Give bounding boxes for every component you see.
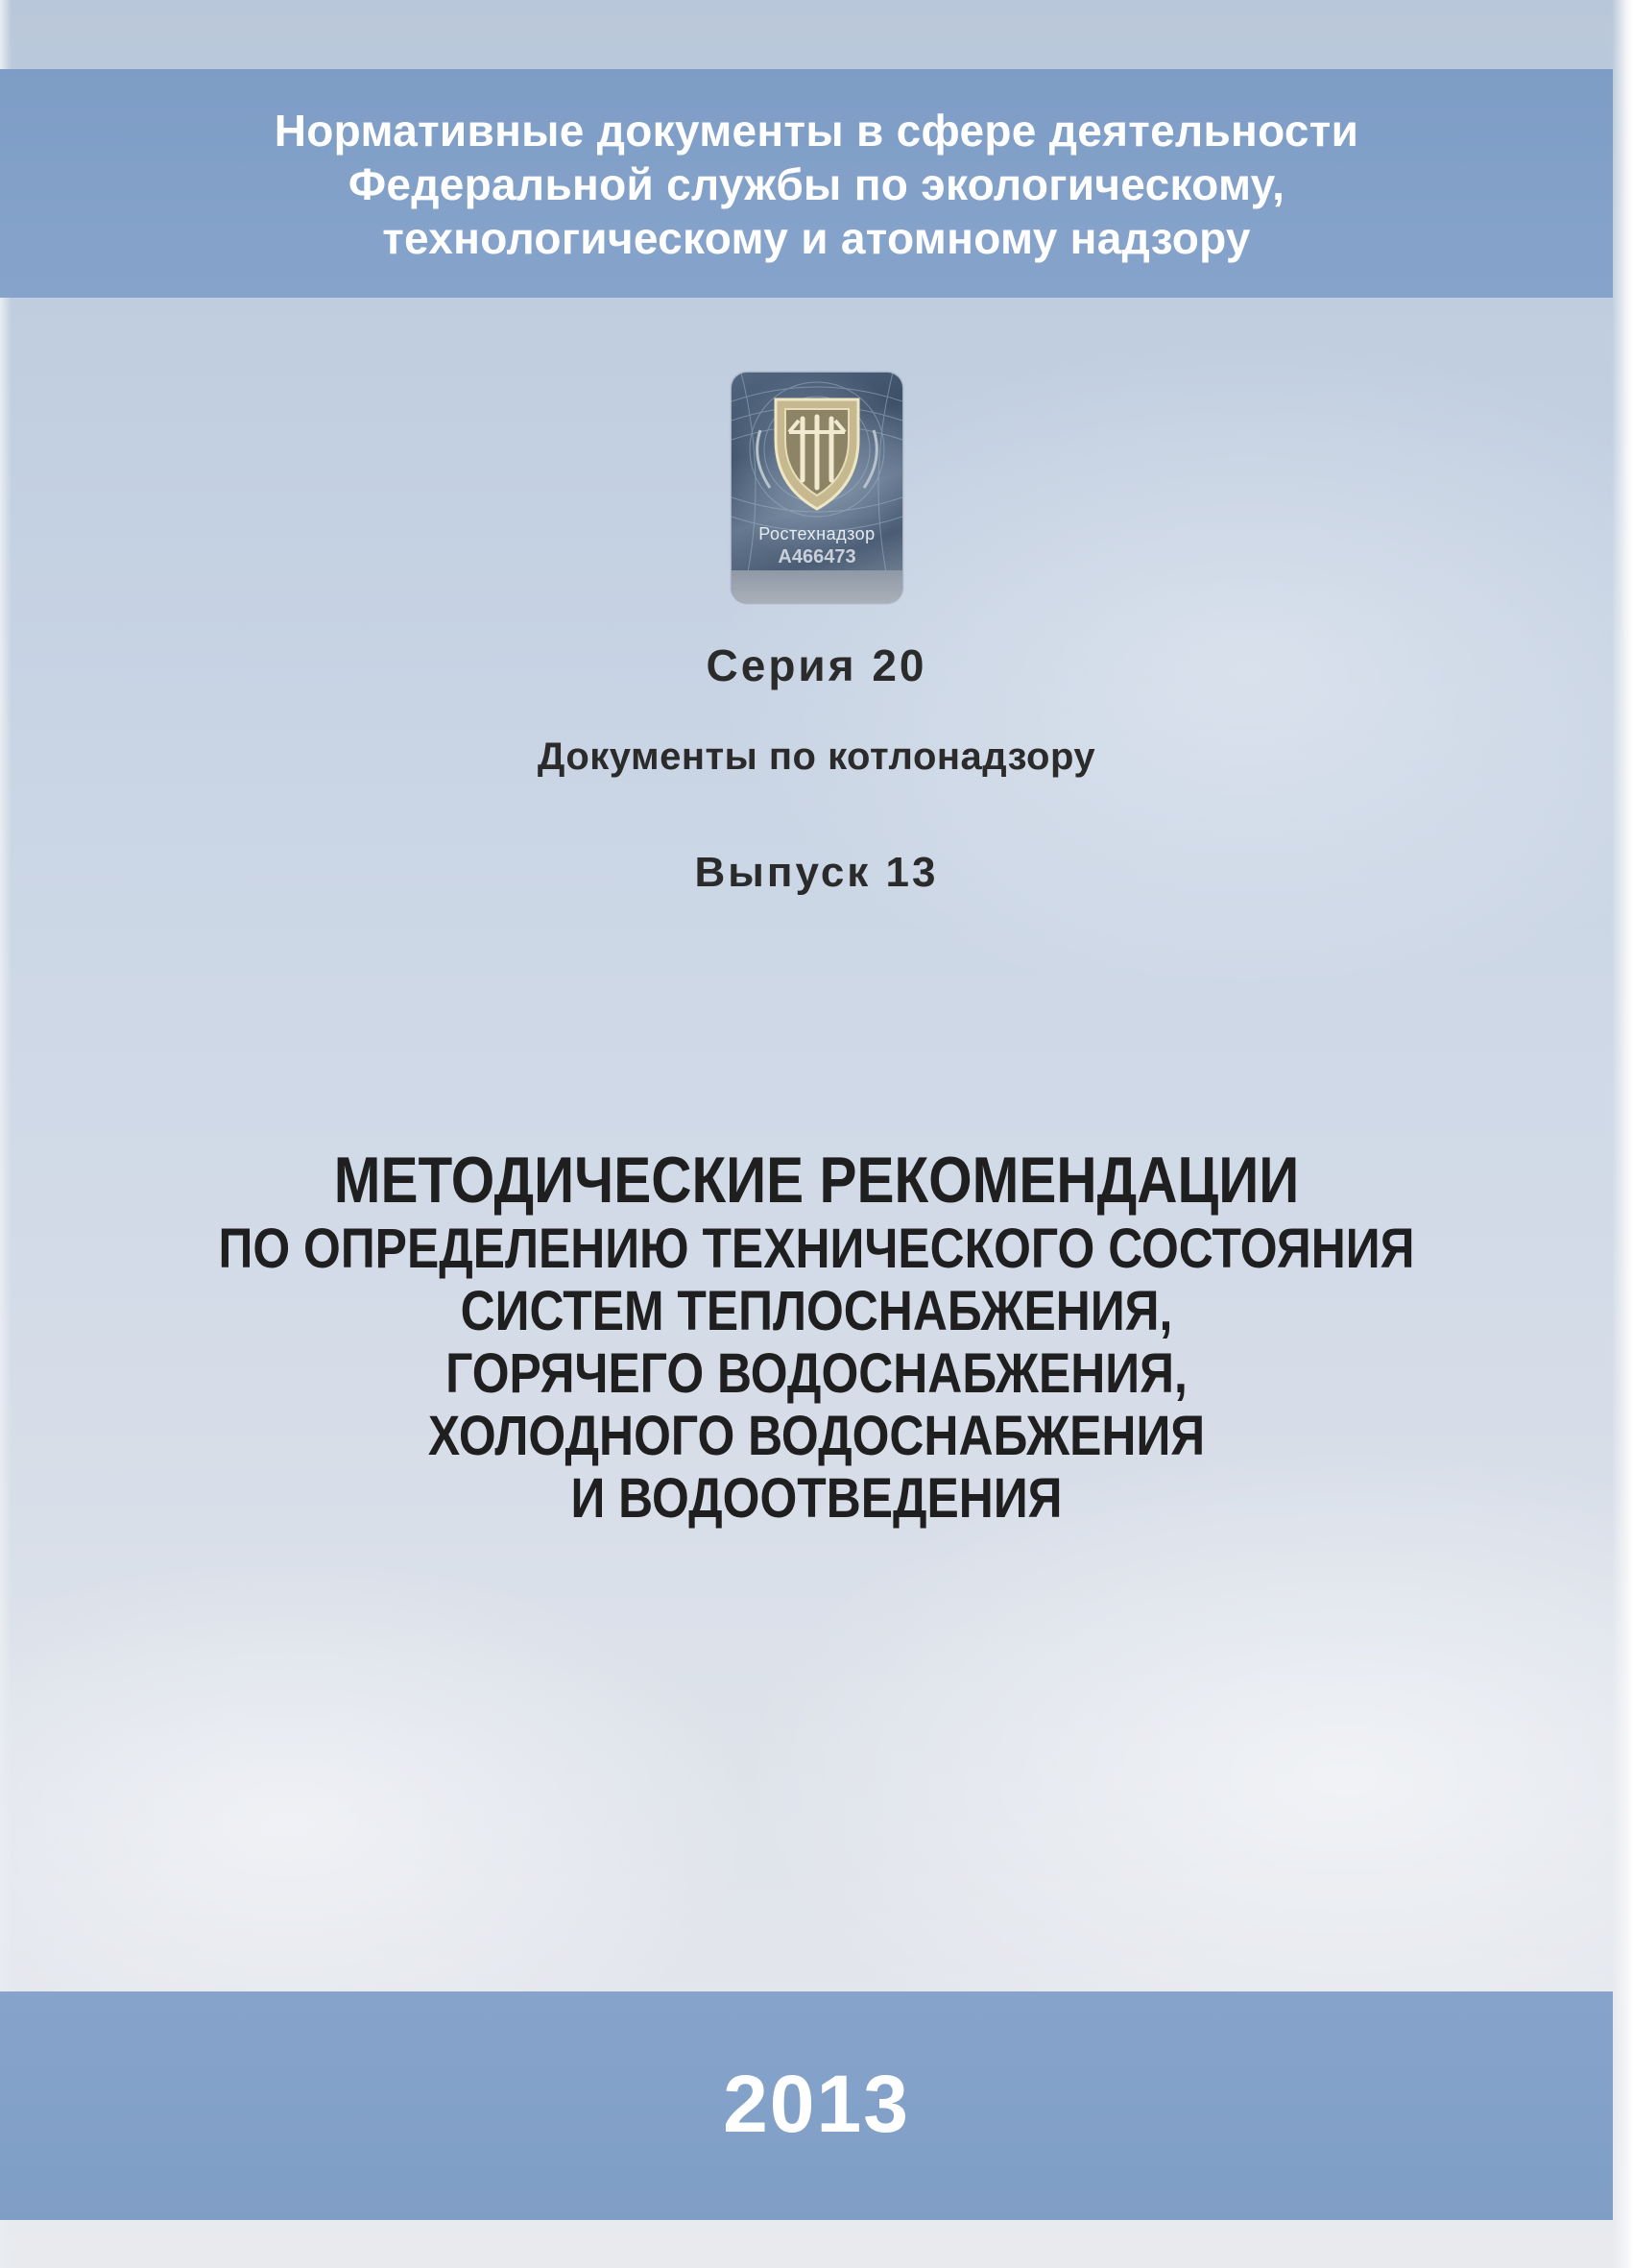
shield-emblem-icon: [732, 373, 902, 603]
publisher-line: технологическому и атомному надзору: [382, 213, 1251, 263]
series-label: Серия 20: [706, 640, 927, 690]
hologram-sticker: [732, 373, 902, 603]
subseries-label: Документы по котлонадзору: [537, 736, 1096, 778]
title-line: ХОЛОДНОГО ВОДОСНАБЖЕНИЯ: [427, 1405, 1206, 1467]
title-line: И ВОДООТВЕДЕНИЯ: [570, 1467, 1063, 1530]
publisher-heading: [0, 104, 1633, 265]
hologram-label: Ростехнадзор: [758, 524, 876, 543]
hologram-number: A466473: [778, 546, 856, 567]
title-line: СИСТЕМ ТЕПЛОСНАБЖЕНИЯ,: [460, 1280, 1173, 1342]
cover-left-edge: [0, 0, 12, 2268]
hologram-foot: [732, 570, 902, 603]
title-line: МЕТОДИЧЕСКИЕ РЕКОМЕНДАЦИИ: [333, 1144, 1300, 1217]
publisher-line: Нормативные документы в сфере деятельности: [274, 106, 1359, 156]
publisher-line: Федеральной службы по экологическому,: [348, 159, 1285, 209]
title-line: ПО ОПРЕДЕЛЕНИЮ ТЕХНИЧЕСКОГО СОСТОЯНИЯ: [218, 1218, 1415, 1280]
cover-right-edge: [1612, 0, 1633, 2268]
publication-year: 2013: [723, 2059, 910, 2149]
issue-label: Выпуск 13: [694, 849, 939, 896]
document-title: [0, 1143, 1633, 1530]
title-line: ГОРЯЧЕГО ВОДОСНАБЖЕНИЯ,: [445, 1342, 1188, 1405]
